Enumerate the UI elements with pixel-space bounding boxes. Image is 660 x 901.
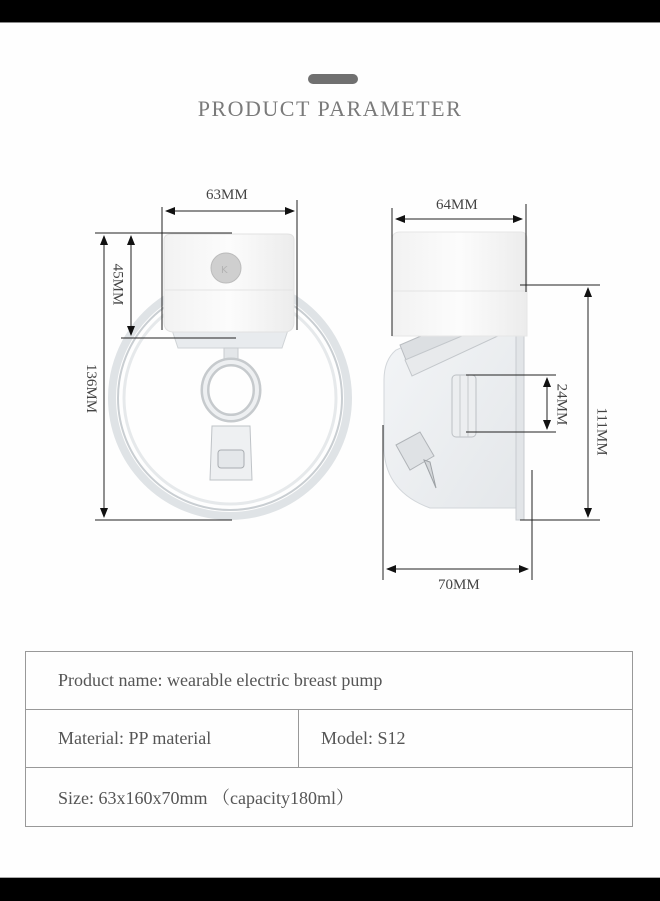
size-cell: Size: 63x160x70mm （capacity180ml） <box>26 768 633 827</box>
page-title: PRODUCT PARAMETER <box>197 96 463 121</box>
svg-text:K: K <box>221 265 228 276</box>
material-cell: Material: PP material <box>26 710 299 768</box>
side-bottom-width-label: 70MM <box>438 577 480 593</box>
front-width-label: 63MM <box>206 187 248 203</box>
side-flange-height-label: 111MM <box>593 407 610 456</box>
side-view-pump <box>384 232 527 520</box>
product-name-cell: Product name: wearable electric breast pump <box>26 652 633 710</box>
front-total-height-label: 136MM <box>83 363 100 414</box>
front-view-pump <box>112 234 348 516</box>
side-nozzle-label: 24MM <box>553 383 570 426</box>
side-top-width-label: 64MM <box>436 197 478 213</box>
spec-row-product-name <box>26 652 633 710</box>
spec-table <box>25 651 633 827</box>
bottom-frame-bar <box>0 877 660 901</box>
front-top-height-label: 45MM <box>109 263 126 306</box>
spec-row-size <box>26 768 633 827</box>
model-cell: Model: S12 <box>299 710 633 768</box>
spec-row-material-model <box>26 710 633 768</box>
